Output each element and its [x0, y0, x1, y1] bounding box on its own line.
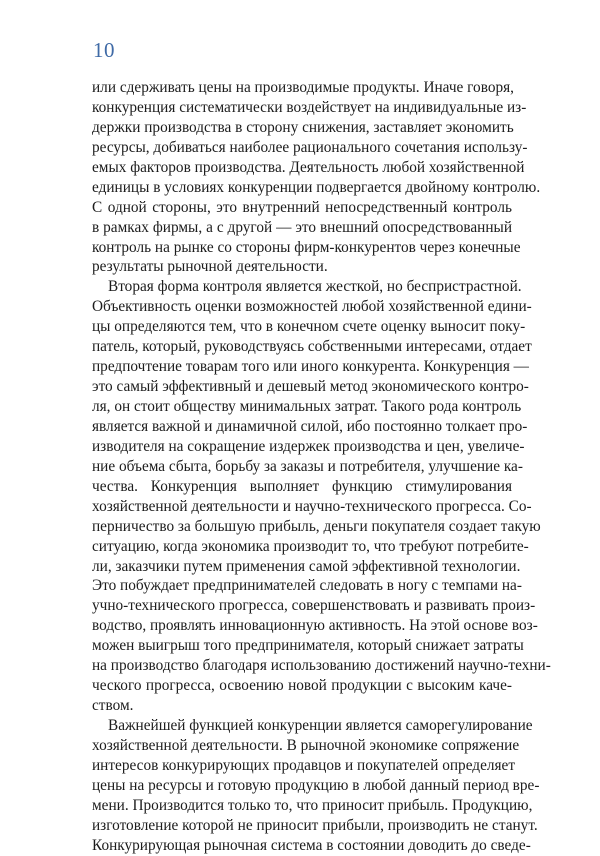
text-line: держки производства в сторону снижения, заставляет экономить	[92, 118, 514, 136]
text-line: мени. Производится только то, что приносит прибыль. Продукцию,	[92, 796, 533, 814]
text-line: чества. Конкуренция выполняет функцию стимулирования	[92, 477, 512, 495]
text-line: учно-технического прогресса, совершенствовать и развивать произ-	[92, 597, 536, 615]
text-line: цы определяются тем, что в конечном счете оценку выносит поку-	[92, 318, 526, 336]
text-line: является важной и динамичной силой, ибо постоянно толкает про-	[92, 417, 528, 435]
text-line: на производство благодаря использованию достижений научно-техни-	[92, 657, 551, 675]
text-line: Это побуждает предпринимателей следовать в ногу с темпами на-	[92, 577, 522, 595]
text-line: можен выигрыш того предпринимателя, который снижает затраты	[92, 637, 524, 655]
text-line: предпочтение товарам того или иного конкурента. Конкуренция —	[92, 358, 529, 376]
text-line: ческого прогресса, освоению новой продукции с высоким каче-	[92, 677, 512, 695]
text-line: или сдерживать цены на производимые продукты. Иначе говоря,	[92, 79, 514, 96]
text-line: контроль на рынке со стороны фирм-конкурентов через конечные	[92, 238, 521, 256]
text-line: ресурсы, добиваться наиболее рационального сочетания использу-	[92, 138, 528, 156]
text-line: Конкурирующая рыночная система в состоянии доводить до сведе-	[92, 836, 531, 854]
text-line: единицы в условиях конкуренции подвергается двойному контролю.	[92, 178, 541, 196]
paragraph-2	[92, 277, 551, 716]
text-line: ние объема сбыта, борьбу за заказы и потребителя, улучшение ка-	[92, 457, 523, 475]
text-line: результаты рыночной деятельности.	[92, 258, 328, 276]
text-line: водство, проявлять инновационную активность. На этой основе воз-	[92, 617, 538, 635]
text-line: патель, который, руководствуясь собственными интересами, отдает	[92, 338, 532, 356]
text-line: в рамках фирмы, а с другой — это внешний опосредствованный	[92, 218, 512, 236]
text-line: хозяйственной деятельности и научно-технического прогресса. Со-	[92, 497, 532, 515]
text-line: интересов конкурирующих продавцов и покупателей определяет	[92, 756, 516, 774]
text-line: Объективность оценки возможностей любой хозяйственной едини-	[92, 298, 532, 316]
text-line: С одной стороны, это внутренний непосредственный контроль	[92, 198, 512, 216]
body-text	[92, 78, 551, 856]
text-line: емых факторов производства. Деятельность любой хозяйственной	[92, 158, 525, 176]
text-line: Вторая форма контроля является жесткой, но беспристрастной.	[108, 278, 522, 296]
text-line: конкуренция систематически воздействует на индивидуальные из-	[92, 98, 527, 116]
text-line: ством.	[92, 697, 134, 715]
text-line: изготовление которой не приносит прибыли, производить не станут.	[92, 816, 538, 834]
paragraph-1	[92, 78, 541, 277]
text-line: ля, он стоит обществу минимальных затрат. Такого рода контроль	[92, 398, 522, 415]
text-line: ли, заказчики путем применения самой эффективной технологии.	[92, 557, 521, 575]
text-line: изводителя на сокращение издержек производства и цен, увеличе-	[92, 437, 525, 455]
text-line: это самый эффективный и дешевый метод экономического контро-	[92, 378, 529, 396]
text-line: Важнейшей функцией конкуренции является саморегулирование	[108, 717, 533, 734]
text-line: хозяйственной деятельности. В рыночной экономике сопряжение	[92, 736, 520, 754]
page-number: 10	[93, 38, 115, 62]
text-line: перничество за большую прибыль, деньги покупателя создает такую	[92, 517, 541, 535]
text-line: цены на ресурсы и готовую продукцию в любой данный период вре-	[92, 776, 540, 794]
paragraph-3	[92, 716, 540, 856]
text-line: ситуацию, когда экономика производит то, что требуют потребите-	[92, 537, 529, 555]
